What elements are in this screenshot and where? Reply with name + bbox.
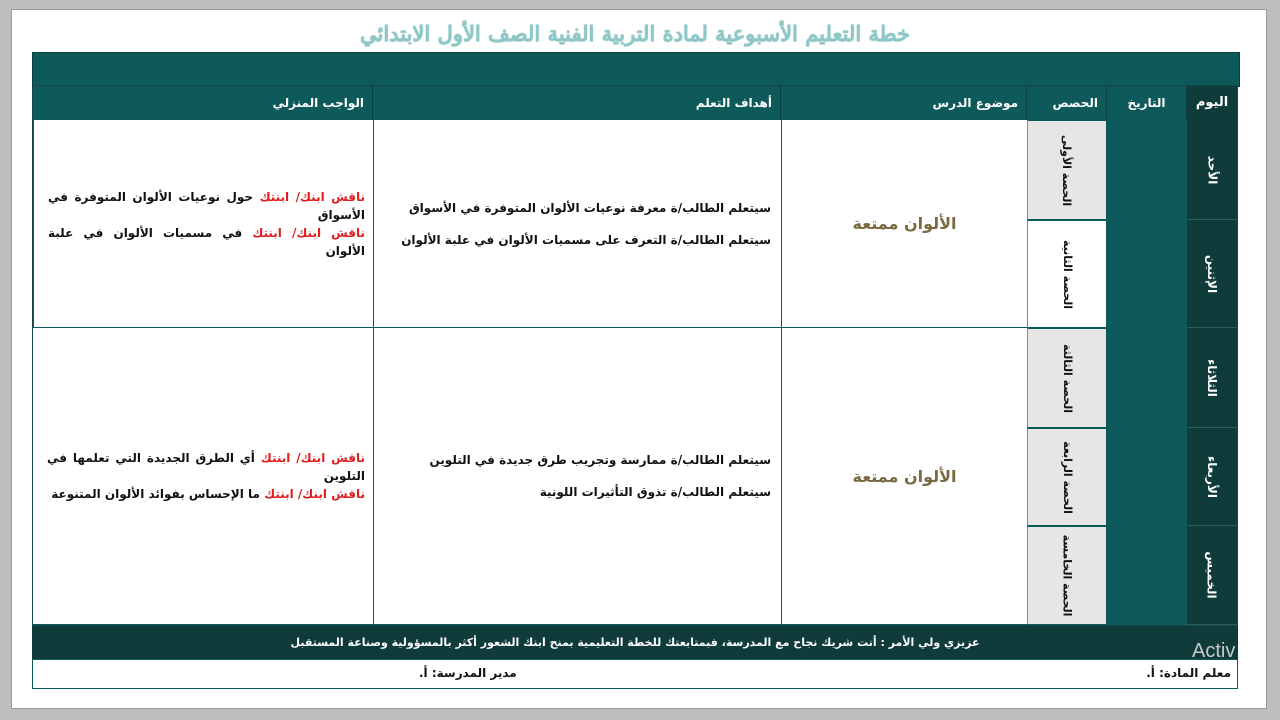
period-cell: الحصة الثالثة [1027,328,1107,428]
day-cell: الخميس [1187,526,1237,625]
date-column [1107,120,1187,625]
period-cell: الحصة الثانية [1027,220,1107,328]
signature-row [32,659,1238,689]
teacher-signature: معلم المادة: أ. [1146,666,1231,680]
header-date: التاريخ [1107,86,1187,120]
header-lesson-topic: موضوع الدرس [781,86,1027,120]
principal-signature: مدير المدرسة: أ. [419,666,517,680]
homework-block [33,120,373,328]
day-cell: الثلاثاء [1187,328,1237,428]
homework-block [33,328,373,625]
lesson-topic: الألوان ممتعة [781,328,1027,625]
lesson-topic: الألوان ممتعة [781,120,1027,328]
period-cell: الحصة الخامسة [1027,526,1107,625]
period-cell: الحصة الرابعة [1027,428,1107,526]
header-day: اليوم [1187,86,1237,120]
objective-item: سيتعلم الطالب/ة تذوق التأثيرات اللونية [539,485,771,499]
objective-item: سيتعلم الطالب/ة التعرف على مسميات الألوان في علبة الألوان [401,232,771,247]
plan-table [32,85,1238,626]
objective-item: سيتعلم الطالب/ة معرفة نوعيات الألوان المتوفرة في الأسواق [408,200,771,215]
period-cell: الحصة الأولى [1027,120,1107,220]
objectives-block [373,328,781,625]
objectives-block [373,120,781,328]
day-cell: الإثنين [1187,220,1237,328]
parent-note: عزيزي ولي الأمر : أنت شريك نجاح مع المدرسة، فبمتابعتك للخطة التعليمية بمنح ابنك الشعور أكثر بالمسؤولية وصناعة المستقبل [32,626,1238,659]
homework-item: ناقش ابنك/ ابنتك أي الطرق الجديدة التي تعلمها في التلوين [47,451,365,483]
objective-item: سيتعلم الطالب/ة ممارسة وتجريب طرق جديدة في التلوين [429,453,771,467]
homework-item: ناقش ابنك/ ابنتك ما الإحساس بفوائد الألوان المتنوعة [51,487,365,501]
top-banner [32,52,1240,87]
homework-item: ناقش ابنك/ ابنتك في مسميات الألوان في علبة الألوان [48,225,365,258]
header-homework: الواجب المنزلي [33,86,373,120]
day-cell: الأحد [1187,120,1237,220]
day-cell: الأربعاء [1187,428,1237,526]
homework-item: ناقش ابنك/ ابنتك حول نوعيات الألوان المتوفرة في الأسواق [48,189,365,222]
header-objectives: أهداف التعلم [373,86,781,120]
header-periods: الحصص [1027,86,1107,120]
page-title: خطة التعليم الأسبوعية لمادة التربية الفنية الصف الأول الابتدائي [360,21,910,46]
activation-watermark: Activ [1192,640,1236,662]
